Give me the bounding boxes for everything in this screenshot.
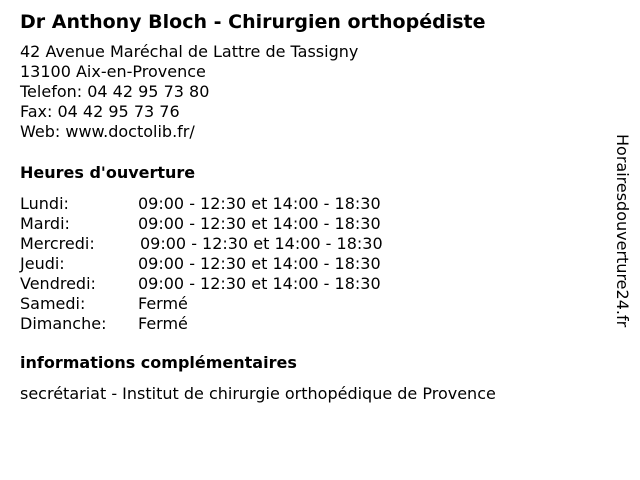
- page-title: Dr Anthony Bloch - Chirurgien orthopédiste: [20, 11, 486, 33]
- day-label: Dimanche:: [20, 314, 107, 333]
- day-label: Samedi:: [20, 294, 86, 313]
- day-label: Vendredi:: [20, 274, 96, 293]
- website: Web: www.doctolib.fr/: [20, 122, 195, 141]
- time-value: 09:00 - 12:30 et 14:00 - 18:30: [138, 214, 381, 233]
- day-label: Mardi:: [20, 214, 70, 233]
- contact-block: [20, 42, 358, 142]
- time-value: 09:00 - 12:30 et 14:00 - 18:30: [138, 194, 381, 213]
- opening-hours-heading: Heures d'ouverture: [20, 163, 196, 182]
- day-label: Mercredi:: [20, 234, 95, 253]
- additional-info-heading: informations complémentaires: [20, 353, 297, 372]
- street-address: 42 Avenue Maréchal de Lattre de Tassigny: [20, 42, 359, 61]
- time-value: Fermé: [138, 314, 188, 333]
- fax-number: Fax: 04 42 95 73 76: [20, 102, 180, 121]
- time-value: Fermé: [138, 294, 188, 313]
- time-value: 09:00 - 12:30 et 14:00 - 18:30: [140, 234, 383, 253]
- time-value: 09:00 - 12:30 et 14:00 - 18:30: [138, 274, 381, 293]
- additional-info-text: secrétariat - Institut de chirurgie orthopédique de Provence: [20, 384, 496, 403]
- day-label: Jeudi:: [20, 254, 65, 273]
- time-value: 09:00 - 12:30 et 14:00 - 18:30: [138, 254, 381, 273]
- phone-number: Telefon: 04 42 95 73 80: [20, 82, 210, 101]
- day-label: Lundi:: [20, 194, 69, 213]
- site-watermark: Horairesdouverture24.fr: [613, 134, 632, 328]
- city-address: 13100 Aix-en-Provence: [20, 62, 206, 81]
